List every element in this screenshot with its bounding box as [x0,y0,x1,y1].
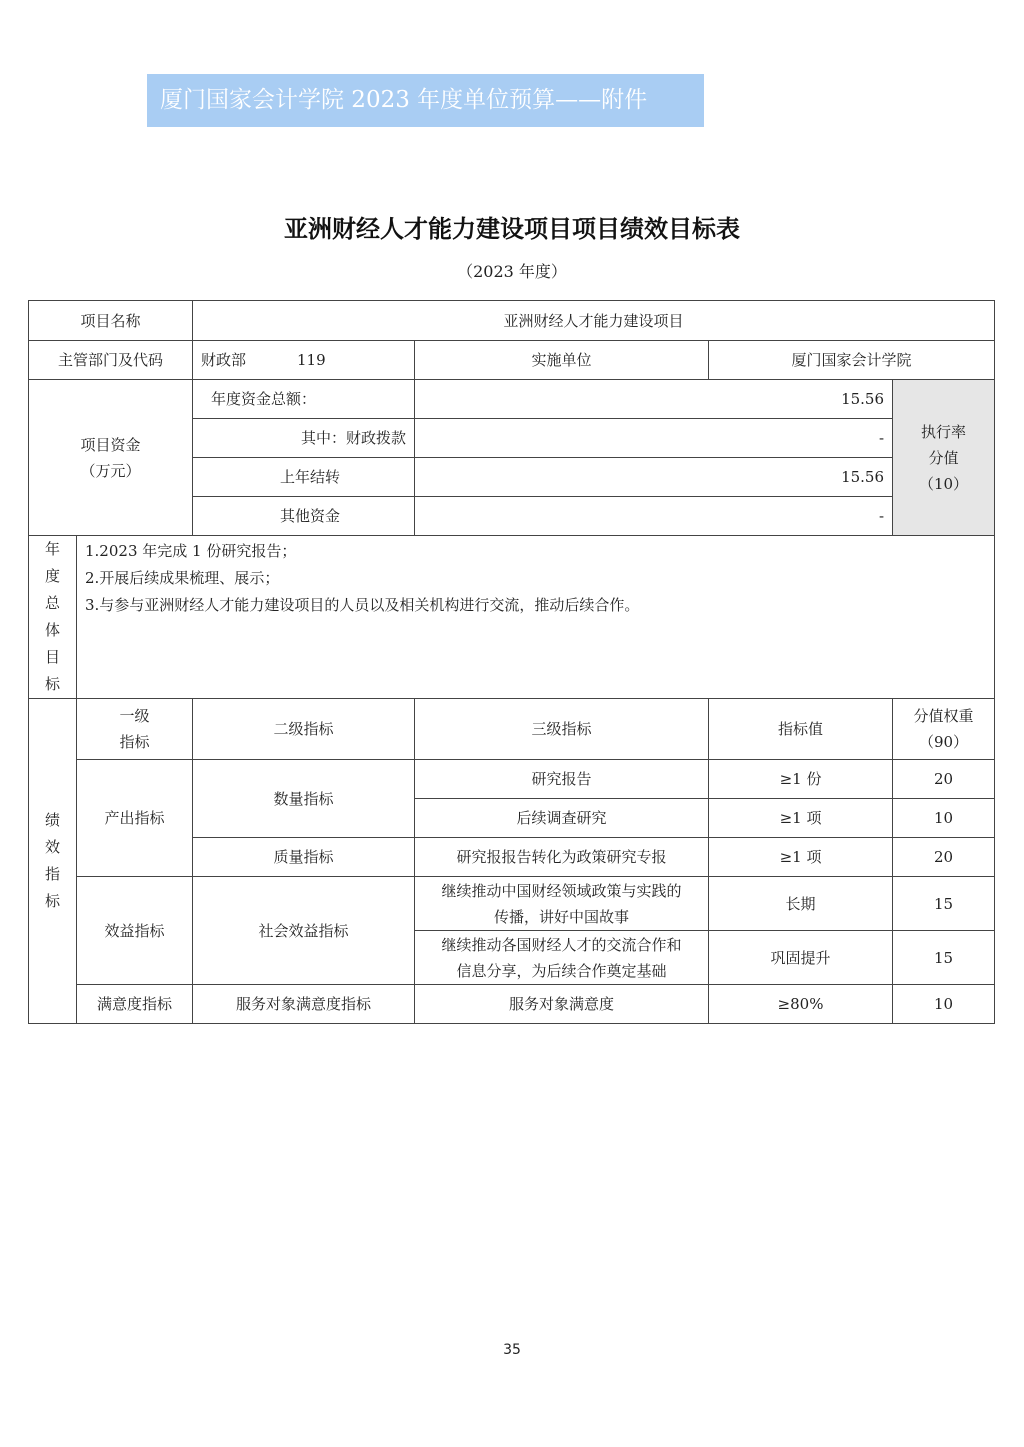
weight-cell: 20 [893,838,995,877]
annual-goals-label-char: 标 [44,675,60,693]
weight-cell: 10 [893,985,995,1024]
annual-goals-label-char: 度 [44,567,60,585]
annual-goal-item: 2.开展后续成果梳理、展示； [85,569,280,587]
value-cell: ≥1 项 [709,799,893,838]
funds-label-line2: （万元） [80,461,141,480]
level3-cell [415,877,709,931]
performance-target-table [28,300,995,1024]
page-title: 亚洲财经人才能力建设项目项目绩效目标表 [284,215,740,243]
level3-cell: 后续调查研究 [415,799,709,838]
table-row [29,760,995,799]
level3-line: 继续推动各国财经人才的交流合作和 [441,935,682,954]
funds-row-total [29,380,995,419]
quality-indicator-label: 质量指标 [193,838,415,877]
execution-rate-line1: 执行率 [921,422,967,441]
funds-label-line1: 项目资金 [80,435,141,454]
level3-cell: 服务对象满意度 [415,985,709,1024]
level3-line: 传播，讲好中国故事 [494,907,630,926]
header-level3: 三级指标 [415,699,709,760]
value-cell: ≥1 项 [709,838,893,877]
annual-goals-label-char: 总 [44,594,60,612]
social-benefit-label: 社会效益指标 [193,877,415,985]
benefit-indicator-label: 效益指标 [77,877,193,985]
header-level1-line2: 指标 [119,733,150,751]
annual-goals-row [29,536,995,699]
performance-label-char: 绩 [44,811,60,829]
annual-goals-label-char: 年 [44,540,60,558]
performance-label-char: 指 [44,865,60,883]
header-weight-line2: （90） [918,733,969,751]
header-weight-line1: 分值权重 [913,707,974,725]
department-row [29,341,995,380]
header-weight [893,699,995,760]
project-name-label: 项目名称 [29,301,193,341]
weight-cell: 15 [893,931,995,985]
funds-label [29,380,193,536]
funds-fiscal-label: 其中：财政拨款 [193,419,415,458]
level3-cell [415,931,709,985]
funds-other-label: 其他资金 [193,497,415,536]
implementing-unit-label: 实施单位 [415,341,709,380]
level3-cell: 研究报报告转化为政策研究专报 [415,838,709,877]
annual-goals-content [77,536,995,699]
header-value: 指标值 [709,699,893,760]
execution-rate-line2: 分值 [928,448,959,467]
annual-goals-label-char: 体 [44,621,60,639]
execution-rate-score [893,380,995,536]
page-subtitle: （2023 年度） [457,262,567,281]
funds-other-value: - [415,497,893,536]
funds-carryover-label: 上年结转 [193,458,415,497]
output-indicator-label: 产出指标 [77,760,193,877]
performance-label-char: 标 [44,892,60,910]
value-cell: 长期 [709,877,893,931]
funds-fiscal-value: - [415,419,893,458]
project-name-value: 亚洲财经人才能力建设项目 [193,301,995,341]
weight-cell: 15 [893,877,995,931]
table-row [29,985,995,1024]
value-cell: ≥1 份 [709,760,893,799]
implementing-unit-value: 厦门国家会计学院 [709,341,995,380]
page-number: 35 [503,1342,521,1358]
annual-goal-item: 3.与参与亚洲财经人才能力建设项目的人员以及相关机构进行交流，推动后续合作。 [85,596,640,614]
header-banner: 厦门国家会计学院 2023 年度单位预算——附件 [147,74,704,127]
funds-total-label: 年度资金总额： [193,380,415,419]
department-name: 财政部 [201,351,247,369]
satisfaction-indicator-label: 满意度指标 [77,985,193,1024]
satisfaction-sub-label: 服务对象满意度指标 [193,985,415,1024]
funds-carryover-value: 15.56 [415,458,893,497]
weight-cell: 20 [893,760,995,799]
performance-label-char: 效 [44,838,60,856]
header-level2: 二级指标 [193,699,415,760]
table-row [29,877,995,931]
weight-cell: 10 [893,799,995,838]
performance-indicators-label [29,699,77,1024]
indicator-header-row [29,699,995,760]
department-label: 主管部门及代码 [29,341,193,380]
department-value [193,341,415,380]
funds-total-value: 15.56 [415,380,893,419]
value-cell: 巩固提升 [709,931,893,985]
annual-goals-label-char: 目 [44,648,60,666]
quantity-indicator-label: 数量指标 [193,760,415,838]
annual-goals-label [29,536,77,699]
level3-cell: 研究报告 [415,760,709,799]
header-level1-line1: 一级 [119,707,150,725]
annual-goal-item: 1.2023 年完成 1 份研究报告； [85,542,297,560]
department-code: 119 [297,351,326,369]
header-level1 [77,699,193,760]
level3-line: 信息分享，为后续合作奠定基础 [456,961,667,980]
execution-rate-line3: （10） [918,474,969,493]
value-cell: ≥80% [709,985,893,1024]
level3-line: 继续推动中国财经领域政策与实践的 [441,881,682,900]
project-name-row [29,301,995,341]
